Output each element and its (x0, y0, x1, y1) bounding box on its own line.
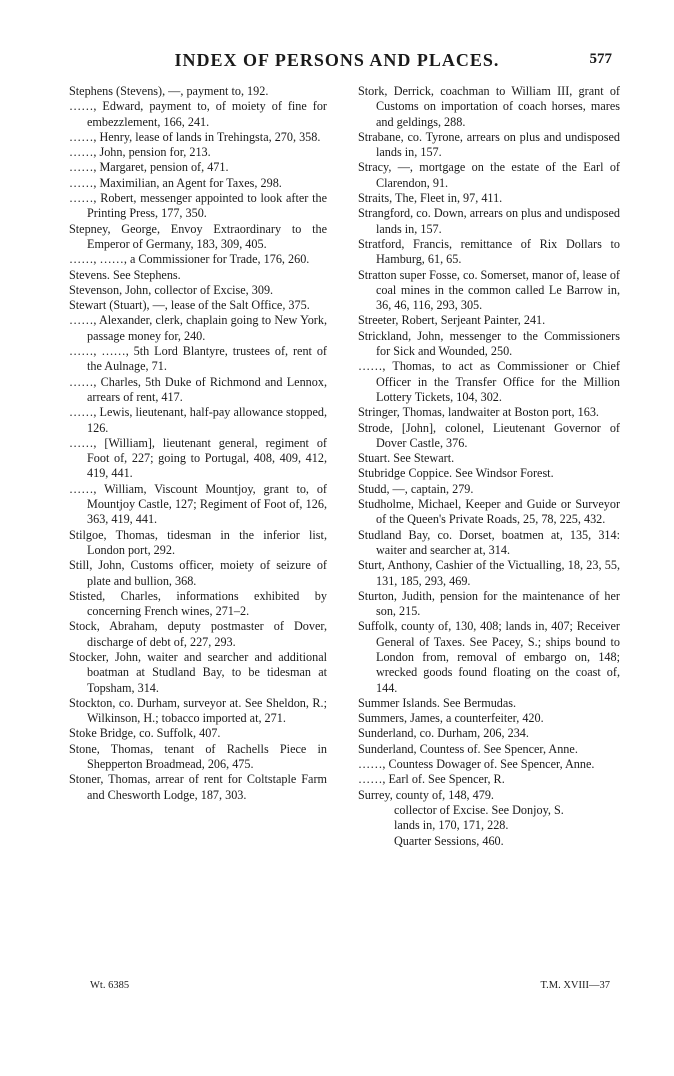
index-entry: ……, ……, 5th Lord Blantyre, trustees of, rent of the Aulnage, 71. (69, 344, 327, 374)
index-entry: ……, [William], lieutenant general, regiment of Foot of, 227; going to Portugal, 408, 409, 412, 419, 441. (69, 435, 327, 481)
footer-print-mark: Wt. 6385 (90, 980, 130, 991)
index-entry: Sunderland, co. Durham, 206, 234. (358, 726, 529, 741)
index-entry: Stone, Thomas, tenant of Rachells Piece in Shepperton Broadmead, 206, 475. (69, 741, 327, 772)
index-entry: Strangford, co. Down, arrears on plus and undisposed lands in, 157. (358, 206, 620, 236)
right-column (358, 84, 620, 849)
index-entry: Strode, [John], colonel, Lieutenant Governor of Dover Castle, 376. (358, 420, 620, 450)
index-entry: Summers, James, a counterfeiter, 420. (358, 711, 544, 726)
index-entry: Stewart (Stuart), —, lease of the Salt Office, 375. (69, 298, 310, 313)
index-entry: Stoke Bridge, co. Suffolk, 407. (69, 726, 221, 741)
index-entry: ……, Charles, 5th Duke of Richmond and Lennox, arrears of rent, 417. (69, 374, 327, 404)
index-subentry: lands in, 170, 171, 228. (394, 818, 509, 833)
index-entry: Suffolk, county of, 130, 408; lands in, 407; Receiver General of Taxes. See Pacey, S.; ships bound to London from, removal of embargo on, 148; wrecked goods found floating on the coast of, 144. (358, 619, 620, 695)
page-number: 577 (589, 51, 612, 67)
index-entry: Stracy, —, mortgage on the estate of the Earl of Clarendon, 91. (358, 160, 620, 190)
index-entry: ……, Lewis, lieutenant, half-pay allowance stopped, 126. (69, 405, 327, 435)
index-entry: Streeter, Robert, Serjeant Painter, 241. (358, 313, 546, 328)
index-entry: ……, William, Viscount Mountjoy, grant to, of Mountjoy Castle, 127; Regiment of Foot of, 126, 363, 419, 441. (69, 481, 327, 527)
page-header (0, 50, 674, 80)
index-entry: Stisted, Charles, informations exhibited by concerning French wines, 271–2. (69, 588, 327, 619)
index-entry: Stuart. See Stewart. (358, 451, 455, 466)
index-entry: ……, Robert, messenger appointed to look after the Printing Press, 177, 350. (69, 191, 327, 221)
index-entry: Stubridge Coppice. See Windsor Forest. (358, 466, 554, 481)
index-entry: Stilgoe, Thomas, tidesman in the inferior list, London port, 292. (69, 527, 327, 557)
index-subentry: Quarter Sessions, 460. (394, 833, 504, 848)
index-entry: Sunderland, Countess of. See Spencer, Anne. (358, 741, 578, 756)
index-entry: Strabane, co. Tyrone, arrears on plus and undisposed lands in, 157. (358, 129, 620, 160)
index-entry: Sturt, Anthony, Cashier of the Victualling, 18, 23, 55, 131, 185, 293, 469. (358, 558, 620, 588)
index-entry: ……, Margaret, pension of, 471. (69, 160, 229, 175)
index-entry: Sturton, Judith, pension for the maintenance of her son, 215. (358, 588, 620, 619)
index-entry: Studland Bay, co. Dorset, boatmen at, 135, 314: waiter and searcher at, 314. (358, 527, 620, 557)
index-entry: ……, Countess Dowager of. See Spencer, Anne. (358, 757, 595, 772)
index-entry: Stockton, co. Durham, surveyor at. See Sheldon, R.; Wilkinson, H.; tobacco imported at, 271. (69, 695, 327, 726)
index-entry: Stepney, George, Envoy Extraordinary to the Emperor of Germany, 183, 309, 405. (69, 221, 327, 251)
index-entry: ……, Alexander, clerk, chaplain going to New York, passage money for, 240. (69, 313, 327, 343)
index-entry: Stratton super Fosse, co. Somerset, manor of, lease of coal mines in the common called Le Barrow in, 36, 46, 116, 293, 305. (358, 267, 620, 313)
index-entry: Stevens. See Stephens. (69, 267, 181, 282)
index-entry: Stork, Derrick, coachman to William III, grant of Customs on importation of coach horses, mares and geldings, 288. (358, 84, 620, 129)
page-title: INDEX OF PERSONS AND PLACES. (174, 50, 500, 70)
index-entry: Stevenson, John, collector of Excise, 309. (69, 282, 274, 297)
index-entry: Studd, —, captain, 279. (358, 481, 474, 496)
footer-signature-mark: T.M. XVIII—37 (540, 980, 610, 991)
index-entry: ……, Edward, payment to, of moiety of fine for embezzlement, 166, 241. (69, 99, 327, 129)
index-entry: ……, Maximilian, an Agent for Taxes, 298. (69, 175, 282, 190)
index-entry: ……, Thomas, to act as Commissioner or Chief Officer in the Transfer Office for the Million Lottery Tickets, 104, 302. (358, 359, 620, 404)
index-subentry: collector of Excise. See Donjoy, S. (394, 802, 564, 817)
index-entry: ……, John, pension for, 213. (69, 145, 211, 160)
index-entry: Stratford, Francis, remittance of Rix Dollars to Hamburg, 61, 65. (358, 236, 620, 267)
index-entry: Studholme, Michael, Keeper and Guide or Surveyor of the Queen's Private Roads, 25, 78, 225, 432. (358, 497, 620, 527)
index-entry: Stock, Abraham, deputy postmaster of Dover, discharge of debt of, 227, 293. (69, 619, 327, 649)
index-entry: ……, ……, a Commissioner for Trade, 176, 260. (69, 252, 310, 267)
index-entry: Stephens (Stevens), —, payment to, 192. (69, 84, 269, 98)
index-entry: ……, Earl of. See Spencer, R. (358, 772, 505, 787)
index-entry: Surrey, county of, 148, 479. (358, 787, 494, 802)
index-entry: Stoner, Thomas, arrear of rent for Coltstaple Farm and Chesworth Lodge, 187, 303. (69, 772, 327, 802)
index-entry: Summer Islands. See Bermudas. (358, 695, 517, 710)
index-entry: Still, John, Customs officer, moiety of seizure of plate and bullion, 368. (69, 558, 327, 588)
left-column (69, 84, 327, 803)
index-entry: Stocker, John, waiter and searcher and additional boatman at Studland Bay, to be tidesman at Topsham, 314. (69, 649, 327, 695)
index-entry: Straits, The, Fleet in, 97, 411. (358, 191, 503, 206)
index-entry: ……, Henry, lease of lands in Trehingsta, 270, 358. (69, 129, 321, 144)
index-entry: Strickland, John, messenger to the Commissioners for Sick and Wounded, 250. (358, 328, 620, 359)
index-entry: Stringer, Thomas, landwaiter at Boston port, 163. (358, 405, 599, 420)
